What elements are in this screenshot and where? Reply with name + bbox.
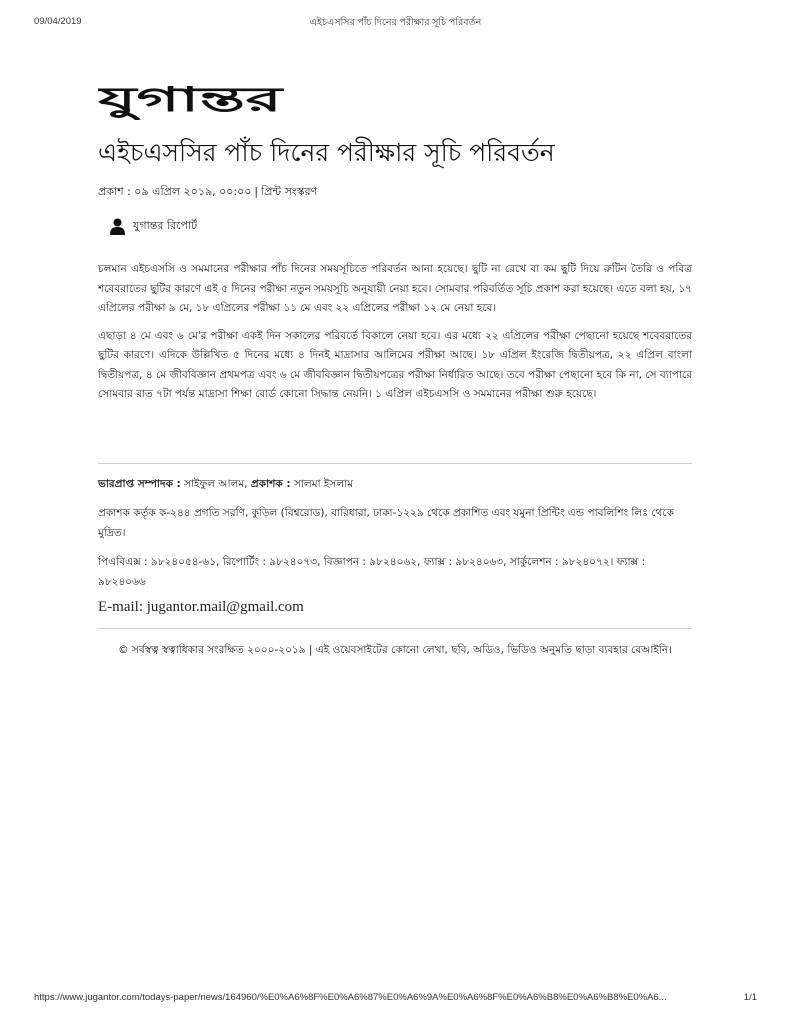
article-paragraph: এছাড়া ৪ মে এবং ৬ মে'র পরীক্ষা একই দিন সকালের পরিবর্তে বিকালে নেয়া হবে। এর মধ্যে ২২ এপ্রিলের পরীক্ষা পেছানো হয়েছে শবেবরাতের ছুটির কারণে। এদিকে উল্লিখিত ৫ দিনের মধ্যে ৪ দিনই মাদ্রাসার আলিমের পরীক্ষা আছে। ১৮ এপ্রিল ইংরেজি দ্বিতীয়পত্র, ২২ এপ্রিল বাংলা দ্বিতীয়পত্র, ৪ মে জীববিজ্ঞান প্রথমপত্র এবং ৬ মে জীববিজ্ঞান দ্বিতীয়পত্রের পরীক্ষা নির্ধারিত আছে। তবে পরীক্ষা পেছানো হবে কি না, সে ব্যাপারে সোমবার রাত ৭টা পর্যন্ত মাদ্রাসা শিক্ষা বোর্ড কোনো সিদ্ধান্ত নেয়নি। ১ এপ্রিল এইচএসসি ও সমমানের পরীক্ষা শুরু হয়েছে। bbox=[98, 329, 692, 400]
print-date: 09/04/2019 bbox=[34, 16, 82, 27]
print-header bbox=[0, 16, 791, 30]
article-meta bbox=[98, 183, 317, 202]
contact-phones: পিএবিএক্স : ৯৮২৪০৫৪-৬১, রিপোর্টিং : ৯৮২৪০৭৩, বিজ্ঞাপন : ৯৮২৪০৬২, ফ্যাক্স : ৯৮২৪০৬৩, সার্কুলেশন : ৯৮২৪০৭২। ফ্যাক্স : ৯৮২৪০৬৬ bbox=[98, 556, 646, 588]
author-name: যুগান্তর রিপোর্ট bbox=[133, 218, 198, 232]
publisher-name: সালমা ইসলাম bbox=[293, 478, 354, 490]
published-date: প্রকাশ : ০৯ এপ্রিল ২০১৯, ০০:০০ bbox=[98, 185, 252, 198]
user-icon bbox=[110, 218, 125, 235]
footer-divider-top bbox=[98, 463, 692, 464]
meta-separator: | bbox=[254, 185, 259, 198]
article-body bbox=[98, 260, 692, 413]
contact-email[interactable]: E-mail: jugantor.mail@gmail.com bbox=[98, 599, 304, 615]
publisher-address: প্রকাশক কর্তৃক ক-২৪৪ প্রগতি সরণি, কুড়িল (বিশ্বরোড), বারিধারা, ঢাকা-১২২৯ থেকে প্রকাশিত এবং যমুনা প্রিন্টিং এন্ড পাবলিশিং লিঃ থেকে মুদ্রিত। bbox=[98, 507, 674, 539]
copyright-notice: © সর্বস্বত্ব স্বত্বাধিকার সংরক্ষিত ২০০০-২০১৯ | এই ওয়েবসাইটের কোনো লেখা, ছবি, অডিও, ভিডিও অনুমতি ছাড়া ব্যবহার বেআইনি। bbox=[118, 644, 672, 656]
page-number: 1/1 bbox=[743, 992, 757, 1003]
publisher-label: প্রকাশক : bbox=[250, 478, 291, 490]
editorial-credits bbox=[98, 474, 692, 494]
footer-divider-bottom bbox=[98, 628, 692, 629]
jugantor-logo[interactable] bbox=[98, 78, 284, 120]
edition-label: প্রিন্ট সংস্করণ bbox=[261, 185, 318, 198]
article-headline: এইচএসসির পাঁচ দিনের পরীক্ষার সূচি পরিবর্তন bbox=[98, 138, 555, 167]
page-url: https://www.jugantor.com/todays-paper/news/164960/%E0%A6%8F%E0%A6%87%E0%A6%9A%E0%A6%8F%E0%A6%B8%E0%A6%B8%E0%A6... bbox=[34, 992, 667, 1003]
article-paragraph: চলমান এইচএসসি ও সমমানের পরীক্ষার পাঁচ দিনের সময়সূচিতে পরিবর্তন আনা হয়েছে। ছুটি না রেখে বা কম ছুটি দিয়ে রুটিন তৈরি ও পবিত্র শবেবরাতের ছুটির কারণে এই ৫ দিনের পরীক্ষা নতুন সময়সূচি অনুযায়ী নেয়া হবে। সোমবার পরিবর্তিত সূচি প্রকাশ করা হয়েছে। এতে বলা হয়, ১৭ এপ্রিলের পরীক্ষা ৯ মে, ১৮ এপ্রিলের পরীক্ষা ১১ মে এবং ২২ এপ্রিলের পরীক্ষা ১২ মে নেয়া হবে। bbox=[98, 263, 692, 314]
print-footer bbox=[0, 992, 791, 1006]
author-byline bbox=[110, 216, 197, 236]
site-footer bbox=[98, 474, 692, 616]
logo-wordmark bbox=[98, 78, 284, 120]
print-title: এইচএসসির পাঁচ দিনের পরীক্ষার সূচি পরিবর্তন bbox=[309, 17, 482, 28]
logo-text: যুগান্তর bbox=[98, 80, 284, 120]
editor-label: ভারপ্রাপ্ত সম্পাদক : bbox=[98, 478, 181, 490]
editor-name: সাইফুল আলম, bbox=[184, 478, 248, 490]
